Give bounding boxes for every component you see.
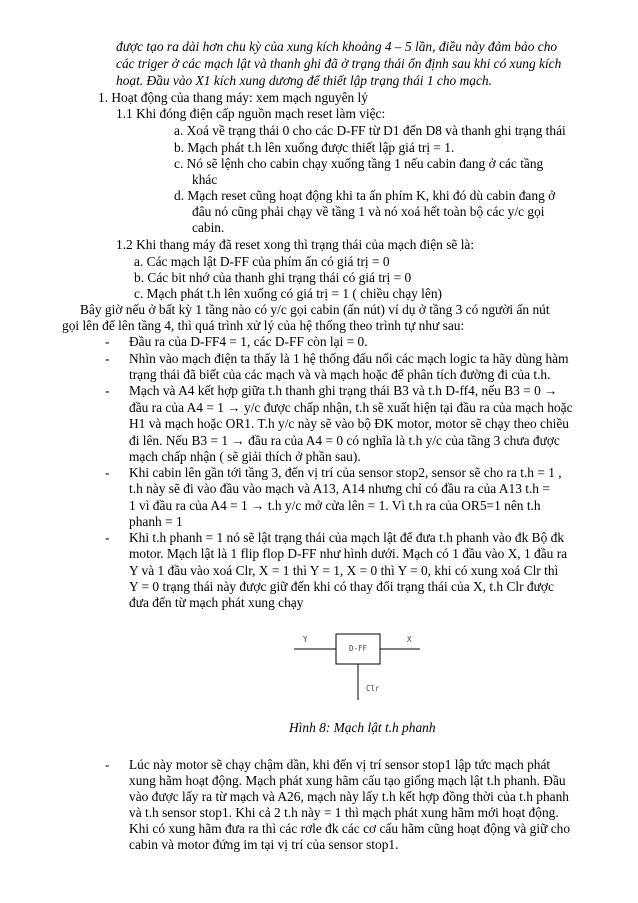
text-line: Nhìn vào mạch điện ta thấy là 1 hệ thống đấu nối các mạch logic ta hãy dùng hàm [129, 351, 569, 366]
text-line: Y và 1 đầu vào xoá Clr, X = 1 thì Y = 1, X = 0 thì Y = 0, khi có xung xoá Clr thì [129, 563, 559, 578]
text-line: Mạch và A4 kết hợp giữa t.h thanh ghi trạng thái B3 và t.h D-ff4, nếu B3 = 0 → [129, 383, 558, 398]
text-line: đưa đến từ mạch phát xung chạy [129, 595, 304, 610]
input-label-x: X [407, 635, 412, 644]
text-line: H1 và mạch hoặc OR1. T.h y/c này sẽ vào bộ ĐK motor, motor sẽ chạy theo chiều [129, 416, 569, 431]
list-bullet: - [105, 530, 110, 545]
text-line: đầu ra của A4 = 1 → y/c được chấp nhận, t.h sẽ xuất hiện tại đầu ra của mạch hoặc [129, 400, 573, 415]
text-line: Đầu ra của D-FF4 = 1, các D-FF còn lại = 0. [129, 334, 368, 349]
text-line: b. Các bit nhớ của thanh ghi trạng thái có giá trị = 0 [134, 270, 412, 285]
text-line: gọi lên để lên tầng 4, thì quá trình xử lý của hệ thống theo trình tự như sau: [62, 318, 465, 333]
text-line: Y = 0 trạng thái này được giữ đến khi có thay đổi trạng thái của X, t.h Clr được [129, 579, 554, 594]
clear-label: Clr [366, 684, 380, 693]
text-line: a. Các mạch lật D-FF của phím ấn có giá trị = 0 [134, 254, 390, 269]
text-line: khác [192, 172, 218, 187]
list-bullet: - [105, 383, 110, 398]
list-bullet: - [105, 465, 110, 480]
text-line: motor. Mạch lật là 1 flip flop D-FF như hình dưới. Mạch có 1 đầu vào X, 1 đầu ra [129, 546, 568, 561]
text-line: 1 vì đầu ra của A4 = 1 → t.h y/c mở cửa lên = 1. Vì t.h ra của OR5=1 nên t.h [129, 498, 541, 513]
text-line: phanh = 1 [129, 514, 183, 529]
text-line: trạng thái đã biết của các mạch và và mạch hoặc để phân tích đường đi của t.h. [129, 367, 551, 382]
text-line: c. Nó sẽ lệnh cho cabin chạy xuống tầng 1 nếu cabin đang ở các tầng [174, 156, 544, 171]
text-line: Bây giờ nếu ở bất kỳ 1 tầng nào có y/c gọi cabin (ấn nút) ví dụ ở tầng 3 có người ấn nút [80, 302, 550, 317]
text-line: Khi cabin lên gần tới tầng 3, đến vị trí của sensor stop2, sensor sẽ cho ra t.h = 1 , [129, 465, 562, 480]
text-line: 1.1 Khi đóng điện cấp nguồn mạch reset làm việc: [116, 106, 386, 121]
text-line: đi lên. Nếu B3 = 1 → đầu ra của A4 = 0 có nghĩa là t.h y/c của tầng 3 chưa được [129, 433, 560, 448]
text-line: xung hãm hoạt động. Mạch phát xung hãm cấu tạo giống mạch lật t.h phanh. Đầu [129, 773, 566, 788]
list-bullet: - [105, 757, 110, 772]
text-line: và t.h sensor stop1. Khi cả 2 t.h này = 1 thì mạch phát xung hãm mới hoạt động. [129, 805, 559, 820]
text-line: Lúc này motor sẽ chạy chậm dần, khi đến vị trí sensor stop1 lập tức mạch phát [129, 757, 551, 772]
list-bullet: - [105, 351, 110, 366]
text-line: vào được lấy ra từ mạch và A26, mạch này lấy t.h kết hợp đồng thời của t.h phanh [129, 789, 569, 804]
text-line: c. Mạch phát t.h lên xuống có giá trị = 1 ( chiều chạy lên) [134, 286, 442, 301]
text-line: các triger ở các mạch lật và thanh ghi đã ở trạng thái ổn định sau khi có xung kích [116, 56, 562, 71]
text-line: b. Mạch phát t.h lên xuống được thiết lập giá trị = 1. [174, 140, 455, 155]
text-line: cabin và motor đứng im tại vị trí của sensor stop1. [129, 837, 399, 852]
text-line: đâu nó cũng phải chạy về tầng 1 và nó xoá hết toàn bộ các y/c gọi [192, 204, 545, 219]
text-line: 1. Hoạt động của thang máy: xem mạch nguyên lý [98, 90, 368, 105]
text-line: được tạo ra dài hơn chu kỳ của xung kích khoảng 4 – 5 lần, điều này đảm bảo cho [116, 39, 558, 54]
text-line: mạch chấp nhận ( sẽ giải thích ở phần sau). [129, 449, 361, 464]
output-label-y: Y [303, 635, 308, 644]
figure-caption: Hình 8: Mạch lật t.h phanh [289, 720, 436, 735]
text-line: a. Xoá về trạng thái 0 cho các D-FF từ D1 đến D8 và thanh ghi trạng thái [174, 123, 566, 138]
text-line: hoạt. Đầu vào X1 kích xung dương để thiết lập trạng thái 1 cho mạch. [116, 73, 492, 88]
text-line: Khi có xung hãm đưa ra thì các rơle đk các cơ cấu hãm cũng hoạt động và giữ cho [129, 821, 571, 836]
text-line: t.h này sẽ đi vào đầu vào mạch và A13, A14 nhưng chỉ có đầu ra của A13 t.h = [129, 481, 550, 496]
text-line: d. Mạch reset cũng hoạt động khi ta ấn phím K, khi đó dù cabin đang ở [174, 188, 556, 203]
list-bullet: - [105, 334, 110, 349]
dff-block-label: D-FF [349, 644, 368, 653]
text-line: 1.2 Khi thang máy đã reset xong thì trạng thái của mạch điện sẽ là: [116, 237, 475, 252]
text-line: cabin. [192, 220, 225, 235]
text-line: Khi t.h phanh = 1 nó sẽ lật trạng thái của mạch lật để đưa t.h phanh vào đk Bộ đk [129, 530, 565, 545]
